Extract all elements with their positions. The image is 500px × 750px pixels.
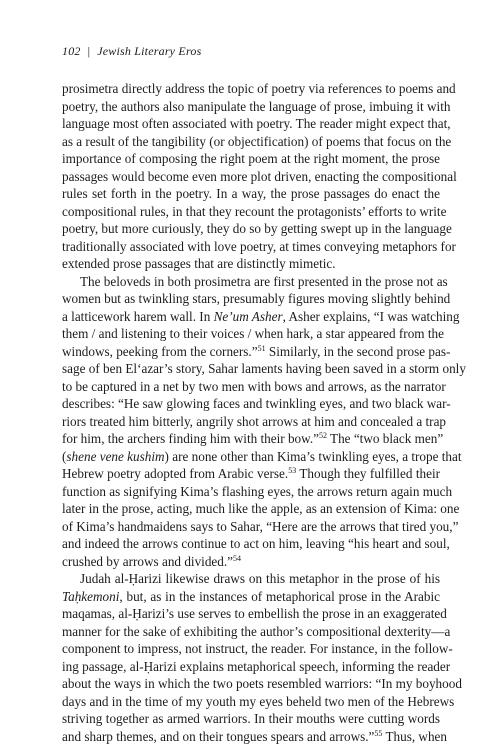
header-separator: | bbox=[87, 44, 91, 58]
body-text bbox=[62, 80, 466, 745]
text-line: compositional rules, in that they recount the protagonists’ efforts to write bbox=[62, 203, 447, 219]
text-line: them / and listening to their voices / when hark, a star appeared from the bbox=[62, 326, 444, 341]
text-fragment: windows, peeking from the corners.” bbox=[62, 343, 258, 359]
footnote-ref[interactable]: 54 bbox=[233, 553, 242, 563]
text-line: poetry, but more curiously, they do so by getting swept up in the language bbox=[62, 221, 452, 236]
text-fragment: a latticework harem wall. In bbox=[62, 308, 214, 324]
text-fragment: , Asher explains, “I was watching bbox=[282, 308, 460, 324]
text-line: component to impress, not instruct, the reader. For instance, in the follow- bbox=[62, 641, 453, 656]
text-fragment: Though they fulfilled their bbox=[296, 466, 440, 481]
text-line: The beloveds in both prosimetra are first presented in the prose not as bbox=[80, 273, 448, 289]
running-title: Jewish Literary Eros bbox=[97, 44, 202, 58]
text-fragment: crushed by arrows and divided.” bbox=[62, 553, 234, 569]
footnote-ref[interactable]: 53 bbox=[288, 466, 297, 475]
text-line: rules set forth in the poetry. In a way, the prose passages do enact the bbox=[62, 186, 440, 201]
text-line bbox=[62, 343, 451, 361]
text-fragment: ( bbox=[62, 448, 67, 464]
text-fragment: ) are none other than Kima’s twinkling eyes, a trope that bbox=[164, 448, 462, 464]
text-fragment: , but, as in the instances of metaphorical prose in the Arabic bbox=[119, 588, 440, 604]
paragraph-3 bbox=[62, 570, 462, 745]
text-line: women but as twinkling stars, presumably figures moving slightly behind bbox=[62, 291, 451, 306]
page-number: 102 bbox=[62, 44, 81, 58]
paragraph-1 bbox=[62, 80, 457, 273]
text-line: maqamas, al-Ḥarizi’s use serves to embellish the prose in an exaggerated bbox=[62, 606, 447, 621]
text-line bbox=[62, 448, 462, 466]
text-line: riors treated him bitterly, angrily shot arrows at him and concealed a trap bbox=[62, 413, 447, 429]
text-line: describes: “He saw glowing faces and twinkling eyes, and two black war- bbox=[62, 396, 451, 411]
text-fragment: Thus, when bbox=[382, 728, 447, 744]
running-header bbox=[62, 44, 201, 59]
text-line: days and in the time of my youth my eyes beheld two men of the Hebrews bbox=[62, 693, 455, 709]
text-line: traditionally associated with love poetry, at times conveying metaphors for bbox=[62, 238, 456, 254]
work-title: Ne’um Asher bbox=[213, 308, 283, 324]
text-line bbox=[62, 728, 447, 746]
text-fragment: Hebrew poetry adopted from Arabic verse. bbox=[62, 466, 289, 481]
paragraph-2 bbox=[62, 273, 466, 571]
text-line: about the ways in which the two poets resembled warriors: “In my boyhood bbox=[62, 676, 462, 691]
text-line: extended prose passages that are distinctly mimetic. bbox=[62, 256, 336, 271]
text-fragment: The “two black men” bbox=[326, 431, 444, 446]
footnote-ref[interactable]: 51 bbox=[257, 343, 266, 353]
text-line: as a result of the tangibility (or objectification) of poems that focus on the bbox=[62, 133, 452, 149]
text-line bbox=[62, 553, 440, 571]
work-title: Taḥkemoni bbox=[62, 588, 120, 604]
text-line: later in the prose, acting, much like the apple, as an extension of Kima: one bbox=[62, 501, 460, 516]
text-line: prosimetra directly address the topic of poetry via references to poems and bbox=[62, 81, 456, 96]
text-line: importance of composing the right poem at the right moment, the prose bbox=[62, 151, 440, 166]
footnote-ref[interactable]: 55 bbox=[374, 728, 383, 738]
text-line: ing passage, al-Ḥarizi explains metaphorical speech, informing the reader bbox=[62, 658, 451, 674]
text-line: poetry, the authors also manipulate the language of prose, imbuing it with bbox=[62, 98, 451, 114]
text-line: and indeed the arrows continue to act on him, leaving “his heart and soul, bbox=[62, 536, 450, 551]
text-line: function as signifying Kima’s flashing eyes, the arrows return again much bbox=[62, 483, 453, 499]
footnote-ref[interactable]: 52 bbox=[318, 431, 327, 440]
hebrew-phrase: shene vene kushim bbox=[66, 448, 165, 464]
text-line: of Kima’s handmaidens says to Sahar, “Here are the arrows that tired you,” bbox=[62, 518, 459, 534]
text-line: passages would become even more plot driven, enacting the compositional bbox=[62, 168, 457, 184]
text-fragment: and sharp themes, and on their tongues spears and arrows.” bbox=[62, 728, 375, 744]
text-line: sage of ben El‘azar’s story, Sahar laments having been saved in a storm only bbox=[62, 361, 466, 376]
text-line bbox=[62, 588, 440, 606]
text-line bbox=[62, 430, 444, 448]
text-line bbox=[62, 308, 460, 326]
text-fragment: for him, the archers finding him with their bow.” bbox=[62, 431, 319, 446]
text-line bbox=[62, 465, 440, 483]
text-line: Judah al-Ḥarizi likewise draws on this metaphor in the prose of his bbox=[80, 571, 440, 586]
text-line: manner for the sake of exhibiting the author’s compositional dexterity—a bbox=[62, 623, 451, 639]
text-line: language most often associated with poetry. The reader might expect that, bbox=[62, 116, 451, 131]
text-line: to be captured in a net by two men with bows and arrows, as the narrator bbox=[62, 378, 446, 394]
text-line: striving together as armed warriors. In their mouths were cutting words bbox=[62, 711, 440, 726]
text-fragment: Similarly, in the second prose pas- bbox=[265, 343, 451, 359]
